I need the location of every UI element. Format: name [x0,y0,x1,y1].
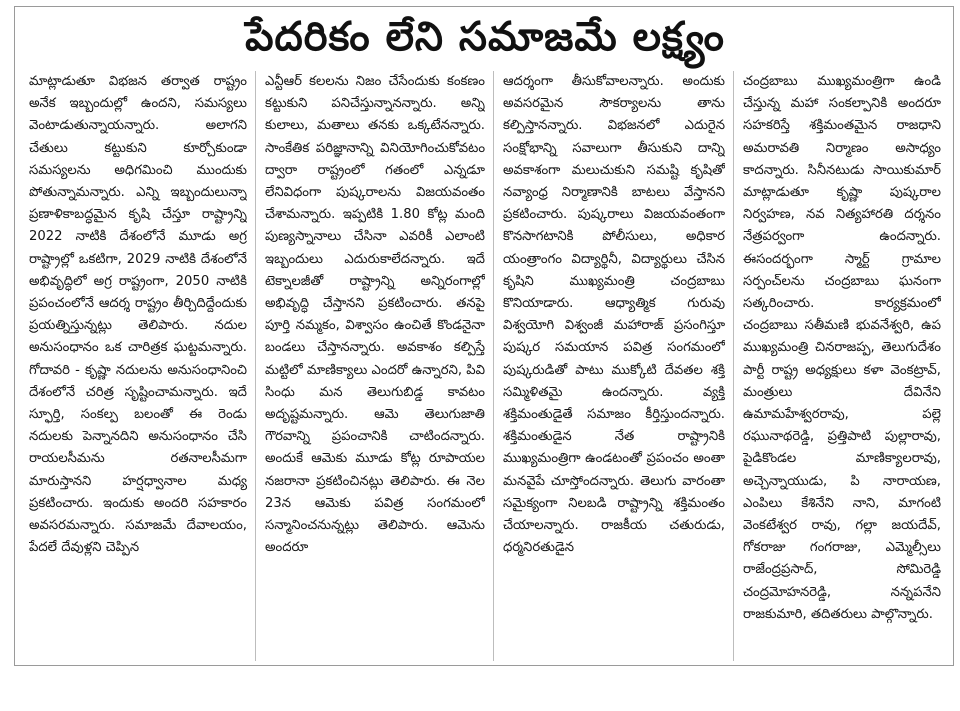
column-text: చంద్రబాబు ముఖ్యమంత్రిగా ఉండి చేస్తున్న మహా సంకల్పానికి అందరూ సహకరిస్తే శక్తిమంతమైన రాజధాని అమరావతి నిర్మాణం అసాధ్యం కాదన్నారు. సినీనటుడు సాయికుమార్ మాట్లాడుతూ కృష్ణా పుష్కరాల నిర్వహణ, నవ నిత్యహారతి దర్శనం నేత్రపర్వంగా ఉందన్నారు. ఈసందర్భంగా స్మార్ట్ గ్రామాల సర్పంచ్‌లను చంద్రబాబు ఘనంగా సత్కరించారు. కార్యక్రమంలో చంద్రబాబు సతీమణి భువనేశ్వరి, ఉప ముఖ్యమంత్రి చినరాజప్ప, తెలుగుదేశం పార్టీ రాష్ట్ర అధ్యక్షులు కళా వెంకట్రావ్, మంత్రులు దేవినేని ఉమామహేశ్వరరావు, పల్లె రఘునాథరెడ్డి, ప్రత్తిపాటి పుల్లారావు, పైడికొండల మాణిక్యాలరావు, అచ్చెన్నాయుడు, పి నారాయణ, ఎంపిలు కేశినేని నాని, మాగంటి వెంకటేశ్వర రావు, గల్లా జయదేవ్, గోకరాజు గంగరాజు, ఎమ్మెల్సీలు రాజేంద్రప్రసాద్, సోమిరెడ్డి చంద్రమోహనరెడ్డి, నన్నపనేని రాజకుమారి, తదితరులు పాల్గొన్నారు. [743,74,941,622]
column-divider [733,71,734,661]
article-column-2 [265,71,485,659]
column-divider [255,71,256,661]
article-column-4 [743,71,941,659]
newspaper-clipping [14,6,954,666]
column-text: మాట్లాడుతూ విభజన తర్వాత రాష్ట్రం అనేక ఇబ్బందుల్లో ఉందని, సమస్యలు వెంటాడుతున్నాయన్నారు. అలాగని చేతులు కట్టుకుని కూర్చోకుండా సమస్యలను అధిగమించి ముందుకు పోతున్నామన్నారు. ఎన్ని ఇబ్బందులున్నా ప్రణాళికాబద్ధమైన కృషి చేస్తూ రాష్ట్రాన్ని 2022 నాటికి దేశంలోనే మూడు అగ్ర రాష్ట్రాల్లో ఒకటిగా, 2029 నాటికి దేశంలోనే అభివృద్ధిలో అగ్ర రాష్ట్రంగా, 2050 నాటికి ప్రపంచంలోనే ఆదర్శ రాష్ట్రం తీర్చిదిద్దేందుకు ప్రయత్నిస్తున్నట్లు తెలిపారు. నదుల అనుసంధానం ఒక చారిత్రక ఘట్టమన్నారు. గోదావరి - కృష్ణా నదులను అనుసంధానించి దేశంలోనే చరిత్ర సృష్టించామన్నారు. ఇదే స్ఫూర్తి, సంకల్ప బలంతో ఈ రెండు నదులకు పెన్నానదిని అనుసంధానం చేసి రాయలసీమను రతనాలసీమగా మారుస్తానని హర్షధ్వానాల మధ్య ప్రకటించారు. ఇందుకు అందరి సహకారం అవసరమన్నారు. సమాజమే దేవాలయం, పేదలే దేవుళ్లని చెప్పిన [29,74,247,556]
article-column-3 [503,71,725,659]
article-column-1 [29,71,247,659]
headline: పేదరికం లేని సమాజమే లక్ష్యం [245,14,725,60]
column-text: ఎన్టీఆర్ కలలను నిజం చేసేందుకు కంకణం కట్టుకుని పనిచేస్తున్నానన్నారు. అన్ని కులాలు, మతాలు తనకు ఒక్కటేనన్నారు. సాంకేతిక పరిజ్ఞానాన్ని వినియోగించుకోవటం ద్వారా రాష్ట్రంలో గతంలో ఎన్నడూ లేనివిధంగా పుష్కరాలను విజయవంతం చేశామన్నారు. ఇప్పటికి 1.80 కోట్ల మంది పుణ్యస్నానాలు చేసినా ఎవరికీ ఎలాంటి ఇబ్బందులు ఎదురుకాలేదన్నారు. ఇదే టెక్నాలజీతో రాష్ట్రాన్ని అన్నిరంగాల్లో అభివృద్ధి చేస్తానని ప్రకటించారు. తనపై పూర్తి నమ్మకం, విశ్వాసం ఉంచితే కొండనైనా బండలు చేస్తానన్నారు. అవకాశం కల్పిస్తే మట్టిలో మాణిక్యాలు ఎందరో ఉన్నారని, పివి సింధు మన తెలుగుబిడ్డ కావటం అదృష్టమన్నారు. ఆమె తెలుగుజాతి గౌరవాన్ని ప్రపంచానికి చాటిందన్నారు. అందుకే ఆమెకు మూడు కోట్ల రూపాయల నజరానా ప్రకటించినట్లు తెలిపారు. ఈ నెల 23న ఆమెకు పవిత్ర సంగమంలో సన్మానించనున్నట్లు తెలిపారు. ఆమెను అందరూ [265,74,485,556]
column-text: ఆదర్శంగా తీసుకోవాలన్నారు. అందుకు అవసరమైన సౌకర్యాలను తాను కల్పిస్తానన్నారు. విభజనలో ఎదురైన సంక్షోభాన్ని సవాలుగా తీసుకుని దాన్ని అవకాశంగా మలుచుకుని సమష్టి కృషితో నవ్యాంధ్ర నిర్మాణానికి బాటలు వేస్తానని ప్రకటించారు. పుష్కరాలు విజయవంతంగా కొనసాగటానికి పోలీసులు, అధికార యంత్రాంగం విద్యార్థినీ, విద్యార్థులు చేసిన కృషిని ముఖ్యమంత్రి చంద్రబాబు కొనియాడారు. ఆధ్యాత్మిక గురువు విశ్వయోగి విశ్వంజీ మహారాజ్ ప్రసంగిస్తూ పుష్కర సమయాన పవిత్ర సంగమంలో పుష్కరుడితో పాటు ముక్కోటి దేవతల శక్తి సమ్మిళితమై ఉందన్నారు. వ్యక్తి శక్తిమంతుడైతే సమాజం కీర్తిస్తుందన్నారు. శక్తిమంతుడైన నేత రాష్ట్రానికి ముఖ్యమంత్రిగా ఉండటంతో ప్రపంచం అంతా మనవైపే చూస్తోందన్నారు. తెలుగు వారంతా సమైక్యంగా నిలబడి రాష్ట్రాన్ని శక్తిమంతం చేయాలన్నారు. రాజకీయ చతురుడు, ధర్మనిరతుడైన [503,74,725,556]
column-divider [493,71,494,661]
